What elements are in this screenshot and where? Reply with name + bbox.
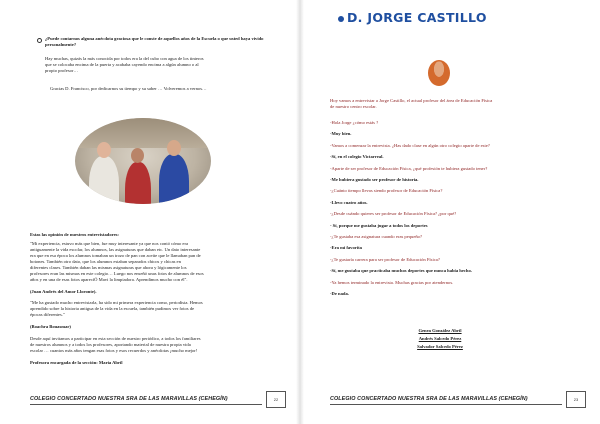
opinion-line: aprendido sobre la historia antigua de la vida en la escuela, también pudimos ver fotos de: [30, 306, 195, 311]
interviewer-signature: Genea González Abril: [418, 328, 462, 333]
author-name: (Juan Andrés del Amor Lloronte).: [30, 289, 97, 294]
dialogue-question: -¿Cuánto tiempo llevas siendo profesor de Educación Física?: [330, 188, 443, 194]
footer-divider: [330, 404, 562, 405]
interviewee-photo: [428, 60, 450, 86]
page-number: 23: [566, 391, 586, 408]
footer-school-name: COLEGIO CONCERTADO NUESTRA SRA DE LAS MARAVILLAS (CEHEGÍN): [30, 396, 228, 402]
opinion-line: profesores eran las mismas en este colegio… Luego nos enseñó unas fotos de alumnos de esos: [30, 271, 204, 276]
opinion-line: años y en una de esas fotos aparecíÓ Mavi la limpiadora. Aprendimos mucho con él".: [30, 277, 188, 282]
dialogue-question: -Hola Jorge ¿cómo estás ?: [330, 120, 379, 125]
dialogue-answer: -De nada.: [330, 291, 349, 296]
closing-line: Desde aquí invitamos a participar en esta sección de nuestro periódico, a todos los familiares: [30, 336, 201, 341]
opinion-line: botones. También otro dato, que los alumnos estaban separados chicos y chicas en: [30, 259, 181, 264]
dialogue-answer: -Sí, en el colegio Victarreal.: [330, 154, 384, 160]
interview-title: D. JORGE CASTILLO: [347, 10, 487, 25]
intro-line: Hoy vamos a entrevistar a Jorge Castillo, el actual profesor del área de Educación Física: [330, 98, 493, 103]
dialogue-answer: -Llevo cuatro años.: [330, 199, 368, 205]
dialogue-answer: - Sí, porque me gustaba jugar a todos los deportes: [330, 222, 428, 228]
opinion-line: "Me ha gustado mucho entrevistarla, ha sido mi primera experiencia como, periodista. Hemos: [30, 300, 203, 305]
dialogue-question: -¿Te gustaba esa asignatura cuando eras pequeño?: [330, 234, 423, 239]
footer-divider: [30, 404, 262, 405]
dialogue-question: -Aparte de ser profesor de Educación Física, ¿qué profesión te hubiera gustado tener?: [330, 165, 488, 171]
opinion-line: diferentes clases. También daban las mismas asignaturas que ahora y lógicamente los: [30, 265, 187, 270]
page-number: 22: [266, 391, 286, 408]
footer-school-name: COLEGIO CONCERTADO NUESTRA SRA DE LAS MARAVILLAS (CEHEGÍN): [330, 396, 528, 402]
closing-line: escolar … cuantos más años tengan esas fotos y esos recuerdos y anécdotas ¡mucho mejor!: [30, 348, 198, 353]
interviewer-signature: Salvador Salcedo Pérez: [417, 344, 463, 349]
closing-line: de nuestros alumnos y a todos los profesores, aportando material de nuestra propia vida: [30, 342, 191, 347]
dialogue-question: -Vamos a comenzar la entrevista. ¿Has dado clase en algún otro colegio aparte de este?: [330, 142, 490, 148]
answer-line: Hay muchas, quizás la más conocida por todos era la del cubo con agua de los tinteros: [45, 56, 204, 61]
bullet-circle-icon: [37, 38, 42, 43]
interview-question: ¿Puede contarnos alguna anécdota graciosa que le conste de aquellos años de la Escuela o que usted haya vivido personalmente?: [45, 36, 264, 47]
opinion-line: era que en esa época los alumnos tomaban un trozo de pan con aceite que le llamaban pan de: [30, 253, 201, 258]
dialogue-answer: -Era mi favorita: [330, 245, 362, 251]
dialogue-answer: -Me hubiera gustado ser profesor de historia.: [330, 177, 419, 182]
dialogue-answer: -Sí, me gustaba que practicaba muchos deportes que nunca había hecho.: [330, 268, 472, 274]
author-name: (Boachra Bouasmar): [30, 324, 71, 329]
dialogue-answer: -Muy bien.: [330, 131, 352, 137]
opinion-line: "Mi experiencia, estuvo más que bien, fue muy interesante ya que nos contó cómo era: [30, 241, 189, 246]
intro-line: de nuestro centro escolar.: [330, 104, 377, 109]
dialogue-question: -Ya hemos terminado la entrevista. Muchas gracias por atendernos.: [330, 279, 454, 285]
opinion-line: antiguamente la vida escolar, los alumnos, las asignaturas que daban etc. Un dato interesante: [30, 247, 201, 252]
answer-line: que se colocaba encima de la puerta y acababa cayendo encima a algún alumno o al: [45, 62, 199, 67]
dialogue-question: -¿Te gustaría carrera para ser profesor de Educación Física?: [330, 256, 440, 262]
interviewer-signature: Andrés Salcedo Pérez: [418, 336, 462, 341]
answer-line: propio profesor…: [45, 68, 79, 73]
opinion-line: épocas diferentes.": [30, 312, 65, 317]
dialogue-question: -¿Desde cuándo quieres ser profesor de Educación Física? ¿por qué?: [330, 211, 457, 217]
group-photo: [75, 118, 211, 204]
title-bullet-icon: [338, 16, 344, 22]
section-signature: Profesora encargada de la sección: Maria Abril: [30, 360, 123, 365]
opinions-heading: Estas las opinión de nuestros entrevistadores:: [30, 232, 119, 237]
thanks-line: Gracias D. Francisco, por dedicarnos su tiempo y su saber … Volveremos a vernos…: [50, 86, 207, 91]
